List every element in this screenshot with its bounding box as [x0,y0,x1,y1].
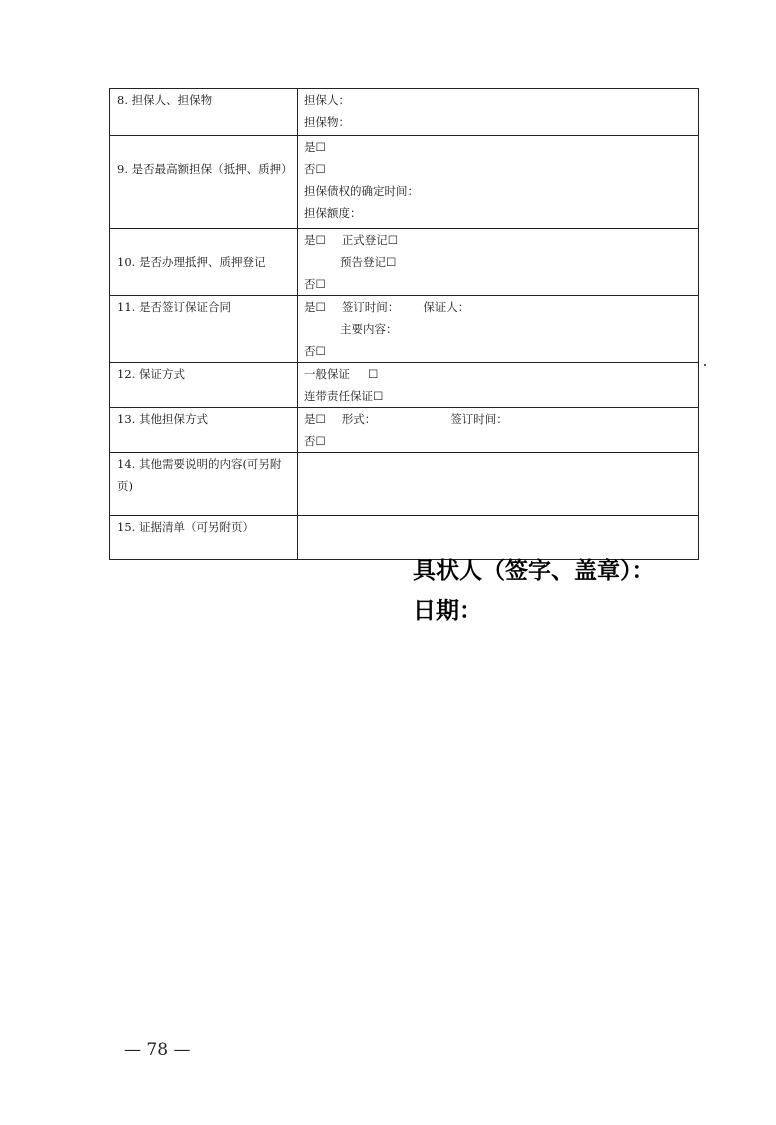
signature-block [413,551,655,631]
yes-checkbox[interactable]: 是☐ [304,140,326,154]
joint-liability-checkbox[interactable]: 连带责任保证☐ [304,389,384,403]
guarantor-field[interactable]: 保证人： [423,300,470,314]
row-other-notes [110,453,699,516]
general-guarantee-checkbox[interactable]: ☐ [368,367,379,381]
row-label: 11. 是否签订保证合同 [110,296,298,363]
row-label [110,229,298,296]
confirm-time-field[interactable]: 担保债权的确定时间： [304,184,419,198]
general-guarantee-label: 一般保证 [304,367,350,381]
row-guarantee-method [110,363,699,408]
form-field[interactable]: 形式： [341,412,377,426]
row-label [110,453,298,516]
general-guarantee-line [304,363,698,385]
row-value [298,408,699,453]
row-value [298,136,699,229]
yes-checkbox[interactable]: 是☐ [304,300,326,314]
complaint-form-table [109,88,699,560]
guarantee-amount-field[interactable]: 担保额度： [304,206,362,220]
row-label-text: 9. 是否最高额担保（抵押、质押） [117,162,293,176]
row-label-text: 14. 其他需要说明的内容(可另附页) [117,457,282,493]
no-checkbox[interactable]: 否☐ [304,344,326,358]
row-other-guarantee [110,408,699,453]
yes-checkbox[interactable]: 是☐ [304,412,326,426]
sign-time-field[interactable]: 签订时间： [341,300,400,314]
registration-yes-line [304,229,698,251]
row-guarantor-collateral [110,89,699,136]
no-checkbox[interactable]: 否☐ [304,434,326,448]
row-label-text: 10. 是否办理抵押、质押登记 [117,255,266,269]
row-label: 13. 其他担保方式 [110,408,298,453]
signer-label: 具状人（签字、盖章）： [413,557,655,584]
notice-registration-checkbox[interactable]: 预告登记☐ [340,255,397,269]
row-label: 15. 证据清单（可另附页） [110,516,298,560]
date-label: 日期： [413,597,482,624]
row-registration [110,229,699,296]
row-label: 8. 担保人、担保物 [110,89,298,136]
row-guarantee-contract [110,296,699,363]
sign-time-field[interactable]: 签订时间： [450,412,508,426]
row-value [298,296,699,363]
page-number: — 78 — [124,1040,191,1060]
contract-yes-line [304,296,698,318]
row-value [298,89,699,136]
row-max-amount-guarantee [110,136,699,229]
main-content-field[interactable]: 主要内容： [340,322,398,336]
row-value [298,363,699,408]
scan-speck [704,364,706,366]
other-yes-line [304,408,698,430]
formal-registration-checkbox[interactable]: 正式登记☐ [341,233,399,247]
no-checkbox[interactable]: 否☐ [304,277,326,291]
no-checkbox[interactable]: 否☐ [304,162,326,176]
other-notes-field[interactable] [298,453,699,516]
guarantor-field[interactable]: 担保人： [304,93,350,107]
collateral-field[interactable]: 担保物： [304,115,350,129]
yes-checkbox[interactable]: 是☐ [304,233,326,247]
row-value [298,229,699,296]
row-label [110,136,298,229]
row-label: 12. 保证方式 [110,363,298,408]
